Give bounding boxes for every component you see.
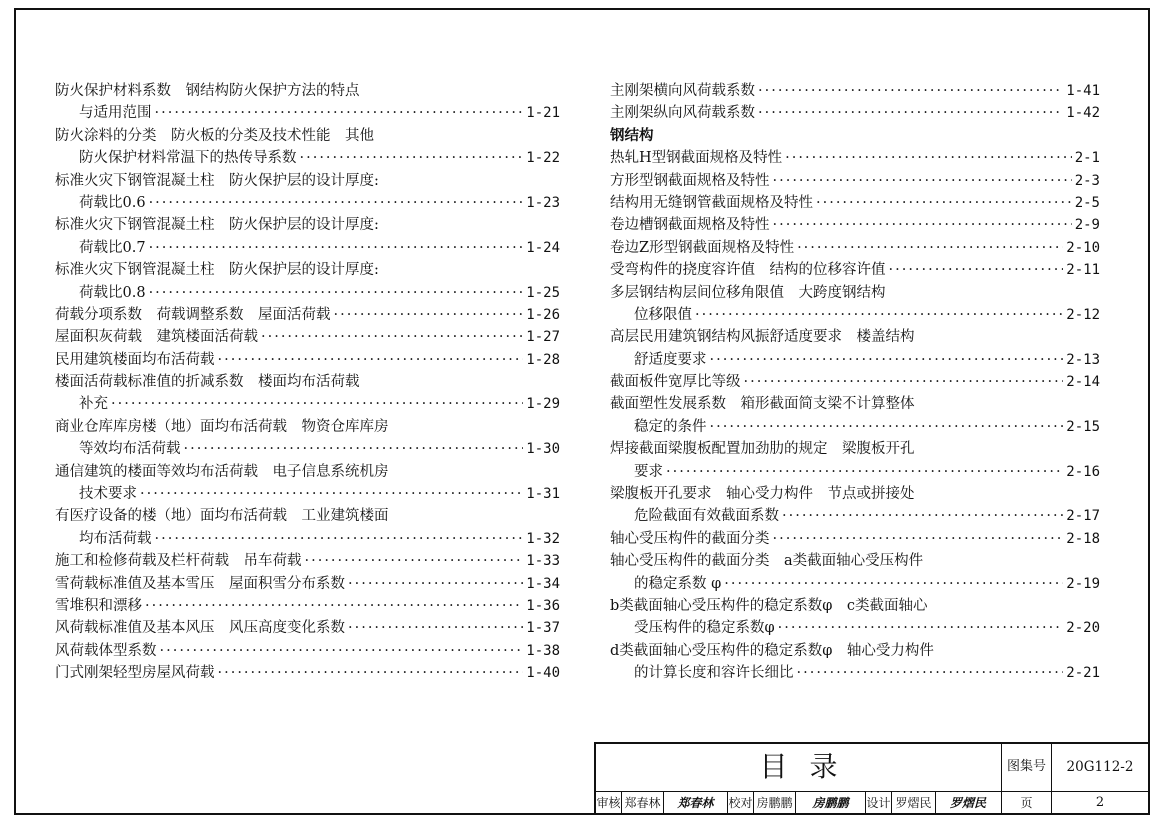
toc-line-with-page (610, 147, 1100, 169)
toc-line-with-page (610, 237, 1100, 259)
toc-page-number: 1-23 (526, 194, 560, 211)
toc-entry (610, 259, 1100, 281)
toc-line-with-page (55, 393, 560, 415)
toc-entry-text: 门式刚架轻型房屋风荷载 (55, 665, 215, 682)
toc-page-number: 1-31 (526, 486, 560, 503)
toc-page-number: 1-30 (526, 441, 560, 458)
toc-entry-text: 荷载分项系数 荷载调整系数 屋面活荷载 (55, 306, 331, 323)
toc-line-with-page (55, 595, 560, 617)
toc-page-number: 1-21 (526, 105, 560, 122)
design-signature: 罗熠民 (949, 796, 986, 810)
toc-entry (55, 617, 560, 639)
toc-line-with-page (55, 528, 560, 550)
toc-entry (55, 214, 560, 259)
toc-line-with-page (610, 259, 1100, 281)
toc-entry (610, 282, 1100, 327)
toc-page-number: 2-9 (1074, 217, 1100, 234)
toc-entry-text: 热轧H型钢截面规格及特性 (610, 150, 783, 167)
dot-leader (218, 662, 524, 684)
check-role: 校对 (728, 792, 754, 814)
toc-page-number: 1-34 (526, 575, 560, 592)
toc-line-with-page (55, 326, 560, 348)
dot-leader (160, 640, 524, 662)
toc-entry (55, 505, 560, 550)
toc-page-number: 2-1 (1074, 150, 1100, 167)
toc-line-with-page (610, 617, 1100, 639)
toc-line-with-page (55, 438, 560, 460)
toc-entry-text: 标准火灾下钢管混凝土柱 防火保护层的设计厚度: (55, 172, 379, 189)
toc-entry (610, 125, 1100, 147)
design-name: 罗熠民 (892, 792, 936, 814)
toc-entry-text: d类截面轴心受压构件的稳定系数φ 轴心受力构件 (610, 642, 934, 659)
toc-entry (55, 304, 560, 326)
toc-entry-text: 的稳定系数 φ (634, 575, 722, 592)
toc-entry (610, 192, 1100, 214)
dot-leader (334, 304, 524, 326)
toc-line-with-page (610, 214, 1100, 236)
toc-line-with-page (55, 102, 560, 124)
toc-page-number: 2-16 (1066, 463, 1100, 480)
toc-entry-text: 主刚架横向风荷载系数 (610, 83, 755, 99)
toc-entry (55, 349, 560, 371)
toc-line-with-page (55, 483, 560, 505)
toc-left-column (55, 80, 560, 685)
toc-entry (55, 326, 560, 348)
toc-line-with-page (55, 662, 560, 684)
toc-entry (610, 80, 1100, 102)
toc-entry-text: 屋面积灰荷载 建筑楼面活荷载 (55, 329, 258, 346)
toc-entry (55, 461, 560, 506)
toc-page-number: 2-17 (1066, 508, 1100, 525)
toc-entry (610, 595, 1100, 640)
toc-entry (610, 147, 1100, 169)
toc-entry (610, 528, 1100, 550)
toc-line-with-page (55, 349, 560, 371)
dot-leader (300, 147, 524, 169)
toc-entry (55, 371, 560, 416)
toc-entry (610, 237, 1100, 259)
toc-entry (610, 214, 1100, 236)
dot-leader (710, 416, 1064, 438)
dot-leader (111, 393, 523, 415)
dot-leader (695, 304, 1063, 326)
dot-leader (261, 326, 523, 348)
toc-entry-text: b类截面轴心受压构件的稳定系数φ c类截面轴心 (610, 597, 928, 614)
toc-entry-text: 荷载比0.8 (79, 284, 146, 301)
review-name: 郑春林 (622, 792, 664, 814)
toc-entry-text: 截面塑性发展系数 箱形截面简支梁不计算整体 (610, 396, 915, 413)
toc-entry-text: 等效均布活荷载 (79, 441, 181, 458)
toc-entry-text: 荷载比0.6 (79, 194, 146, 211)
toc-entry-text: 防火涂料的分类 防火板的分类及技术性能 其他 (55, 127, 374, 144)
toc-entry-text: 稳定的条件 (634, 418, 707, 435)
dot-leader (140, 483, 523, 505)
toc-entry-text: 轴心受压构件的截面分类 (610, 530, 770, 547)
toc-entry-text: 危险截面有效截面系数 (634, 508, 779, 525)
toc-entry-text: 卷边槽钢截面规格及特性 (610, 217, 770, 234)
toc-line-with-page (55, 282, 560, 304)
dot-leader (145, 595, 523, 617)
toc-page-number: 2-18 (1066, 530, 1100, 547)
toc-line-with-page (610, 80, 1100, 102)
toc-page-number: 1-42 (1066, 105, 1100, 122)
title-block-title: 目录 (596, 744, 1002, 792)
toc-line-with-page (55, 147, 560, 169)
toc-entry-text: 结构用无缝钢管截面规格及特性 (610, 194, 813, 211)
dot-leader (155, 528, 524, 550)
toc-page-number: 2-3 (1074, 172, 1100, 189)
toc-entry (55, 80, 560, 125)
dot-leader (773, 214, 1072, 236)
toc-entry (610, 170, 1100, 192)
toc-entry (55, 662, 560, 684)
toc-entry-text: 防火保护材料常温下的热传导系数 (79, 150, 297, 167)
toc-entry-text: 轴心受压构件的截面分类 a类截面轴心受压构件 (610, 553, 924, 570)
review-role: 审核 (596, 792, 622, 814)
toc-page-number: 1-26 (526, 306, 560, 323)
toc-line-with-page (610, 170, 1100, 192)
toc-entry (55, 640, 560, 662)
toc-entry (610, 102, 1100, 124)
toc-entry (55, 125, 560, 170)
toc-page-number: 1-28 (526, 351, 560, 368)
toc-line-with-page (610, 573, 1100, 595)
toc-entry-text: 民用建筑楼面均布活荷载 (55, 351, 215, 368)
dot-leader (782, 505, 1063, 527)
toc-line-with-page (55, 573, 560, 595)
toc-entry (610, 371, 1100, 393)
toc-page-number: 1-27 (526, 329, 560, 346)
toc-page-number: 1-37 (526, 620, 560, 637)
toc-entry (55, 595, 560, 617)
toc-entry-text: 标准火灾下钢管混凝土柱 防火保护层的设计厚度: (55, 262, 379, 279)
toc-entry-text: 焊接截面梁腹板配置加劲肋的规定 梁腹板开孔 (610, 441, 915, 458)
toc-entry-text: 荷载比0.7 (79, 239, 146, 256)
toc-line-with-page (610, 416, 1100, 438)
toc-line-with-page (55, 640, 560, 662)
toc-page-number: 2-10 (1066, 239, 1100, 256)
dot-leader (773, 170, 1072, 192)
toc-entry-text: 截面板件宽厚比等级 (610, 374, 741, 391)
toc-page-number: 2-11 (1066, 262, 1100, 279)
toc-page-number: 2-12 (1066, 306, 1100, 323)
toc-page-number: 2-20 (1066, 620, 1100, 637)
toc-page-number: 1-25 (526, 284, 560, 301)
toc-entry-text: 补充 (79, 396, 108, 413)
dot-leader (778, 617, 1064, 639)
dot-leader (149, 237, 524, 259)
toc-page-number: 2-19 (1066, 575, 1100, 592)
toc-line-with-page (55, 192, 560, 214)
toc-page-number: 2-14 (1066, 374, 1100, 391)
section-heading: 钢结构 (610, 126, 654, 144)
toc-entry (610, 550, 1100, 595)
signature-row (596, 792, 1002, 814)
toc-page-number: 1-22 (526, 150, 560, 167)
toc-entry-text: 通信建筑的楼面等效均布活荷载 电子信息系统机房 (55, 463, 389, 480)
toc-entry-text: 均布活荷载 (79, 530, 152, 547)
toc-entry-text: 商业仓库库房楼（地）面均布活荷载 物资仓库库房 (55, 418, 389, 435)
toc-page-number: 2-13 (1066, 351, 1100, 368)
toc-line-with-page (610, 102, 1100, 124)
toc-entry-text: 楼面活荷载标准值的折减系数 楼面均布活荷载 (55, 374, 360, 391)
toc-entry-text: 位移限值 (634, 306, 692, 323)
atlas-number-label: 图集号 (1002, 744, 1052, 792)
dot-leader (724, 573, 1063, 595)
dot-leader (149, 282, 524, 304)
page-label: 页 (1002, 792, 1052, 814)
dot-leader (797, 237, 1063, 259)
atlas-number: 20G112-2 (1052, 744, 1148, 792)
design-role: 设计 (866, 792, 892, 814)
toc-line-with-page (610, 304, 1100, 326)
toc-line-with-page (610, 662, 1100, 684)
toc-entry (55, 550, 560, 572)
dot-leader (305, 550, 524, 572)
toc-entry (610, 326, 1100, 371)
toc-page-number: 1-33 (526, 553, 560, 570)
toc-page-number: 2-15 (1066, 418, 1100, 435)
toc-line-with-page (610, 349, 1100, 371)
toc-entry (55, 259, 560, 304)
toc-page-number: 1-38 (526, 642, 560, 659)
toc-page-number: 1-36 (526, 597, 560, 614)
dot-leader (744, 371, 1064, 393)
toc-line-with-page (55, 304, 560, 326)
toc-entry-text: 方形型钢截面规格及特性 (610, 172, 770, 189)
title-block (594, 742, 1148, 814)
toc-entry-text: 要求 (634, 463, 663, 480)
toc-entry-text: 风荷载标准值及基本风压 风压高度变化系数 (55, 620, 345, 637)
dot-leader (797, 662, 1064, 684)
toc-page-number: 2-21 (1066, 665, 1100, 682)
toc-entry-text: 的计算长度和容许长细比 (634, 665, 794, 682)
dot-leader (348, 573, 523, 595)
toc-entry-text: 受弯构件的挠度容许值 结构的位移容许值 (610, 262, 886, 279)
toc-entry-text: 受压构件的稳定系数φ (634, 620, 775, 637)
toc-page-number: 1-40 (526, 665, 560, 682)
toc-line-with-page (55, 237, 560, 259)
toc-line-with-page (55, 617, 560, 639)
toc-entry (610, 483, 1100, 528)
toc-entry-text: 高层民用建筑钢结构风振舒适度要求 楼盖结构 (610, 329, 915, 346)
toc-line-with-page (610, 192, 1100, 214)
toc-entry (610, 640, 1100, 685)
toc-right-column (610, 80, 1100, 685)
toc-entry-text: 舒适度要求 (634, 351, 707, 368)
review-signature: 郑春林 (664, 792, 728, 814)
toc-entry-text: 有医疗设备的楼（地）面均布活荷载 工业建筑楼面 (55, 508, 389, 525)
toc-entry-text: 标准火灾下钢管混凝土柱 防火保护层的设计厚度: (55, 217, 379, 234)
toc-entry (610, 393, 1100, 438)
toc-line-with-page (610, 371, 1100, 393)
toc-entry-text: 与适用范围 (79, 105, 152, 122)
toc-entry-text: 雪堆积和漂移 (55, 597, 142, 614)
toc-entry (55, 573, 560, 595)
toc-page-number: 2-5 (1074, 194, 1100, 211)
toc-line-with-page (610, 461, 1100, 483)
toc-entry-text: 施工和检修荷载及栏杆荷载 吊车荷载 (55, 553, 302, 570)
dot-leader (218, 349, 524, 371)
toc-entry-text: 梁腹板开孔要求 轴心受力构件 节点或拼接处 (610, 486, 915, 503)
toc-line-with-page (55, 550, 560, 572)
dot-leader (710, 349, 1064, 371)
toc-entry-text: 卷边Z形型钢截面规格及特性 (610, 239, 795, 256)
toc-page-number: 1-29 (526, 396, 560, 413)
toc-entry (610, 438, 1100, 483)
dot-leader (889, 259, 1064, 281)
toc-entry-text: 防火保护材料系数 钢结构防火保护方法的特点 (55, 83, 360, 99)
dot-leader (155, 102, 524, 124)
check-signature: 房鹏鹏 (796, 792, 866, 814)
dot-leader (816, 192, 1072, 214)
toc-entry-text: 技术要求 (79, 486, 137, 503)
dot-leader (184, 438, 524, 460)
dot-leader (773, 528, 1064, 550)
toc-entry-text: 风荷载体型系数 (55, 642, 157, 659)
toc-entry-text: 多层钢结构层间位移角限值 大跨度钢结构 (610, 284, 886, 301)
dot-leader (785, 147, 1072, 169)
dot-leader (149, 192, 524, 214)
dot-leader (348, 617, 523, 639)
check-name: 房鹏鹏 (754, 792, 796, 814)
toc-page-number: 1-32 (526, 530, 560, 547)
toc-line-with-page (610, 528, 1100, 550)
toc-entry (55, 416, 560, 461)
dot-leader (758, 80, 1063, 102)
toc-entry (55, 170, 560, 215)
toc-page-number: 1-41 (1066, 83, 1100, 99)
toc-line-with-page (610, 505, 1100, 527)
dot-leader (666, 461, 1063, 483)
toc-page-number: 1-24 (526, 239, 560, 256)
toc-entry-text: 主刚架纵向风荷载系数 (610, 105, 755, 122)
dot-leader (758, 102, 1063, 124)
toc-entry-text: 雪荷载标准值及基本雪压 屋面积雪分布系数 (55, 575, 345, 592)
page-number: 2 (1095, 795, 1105, 810)
